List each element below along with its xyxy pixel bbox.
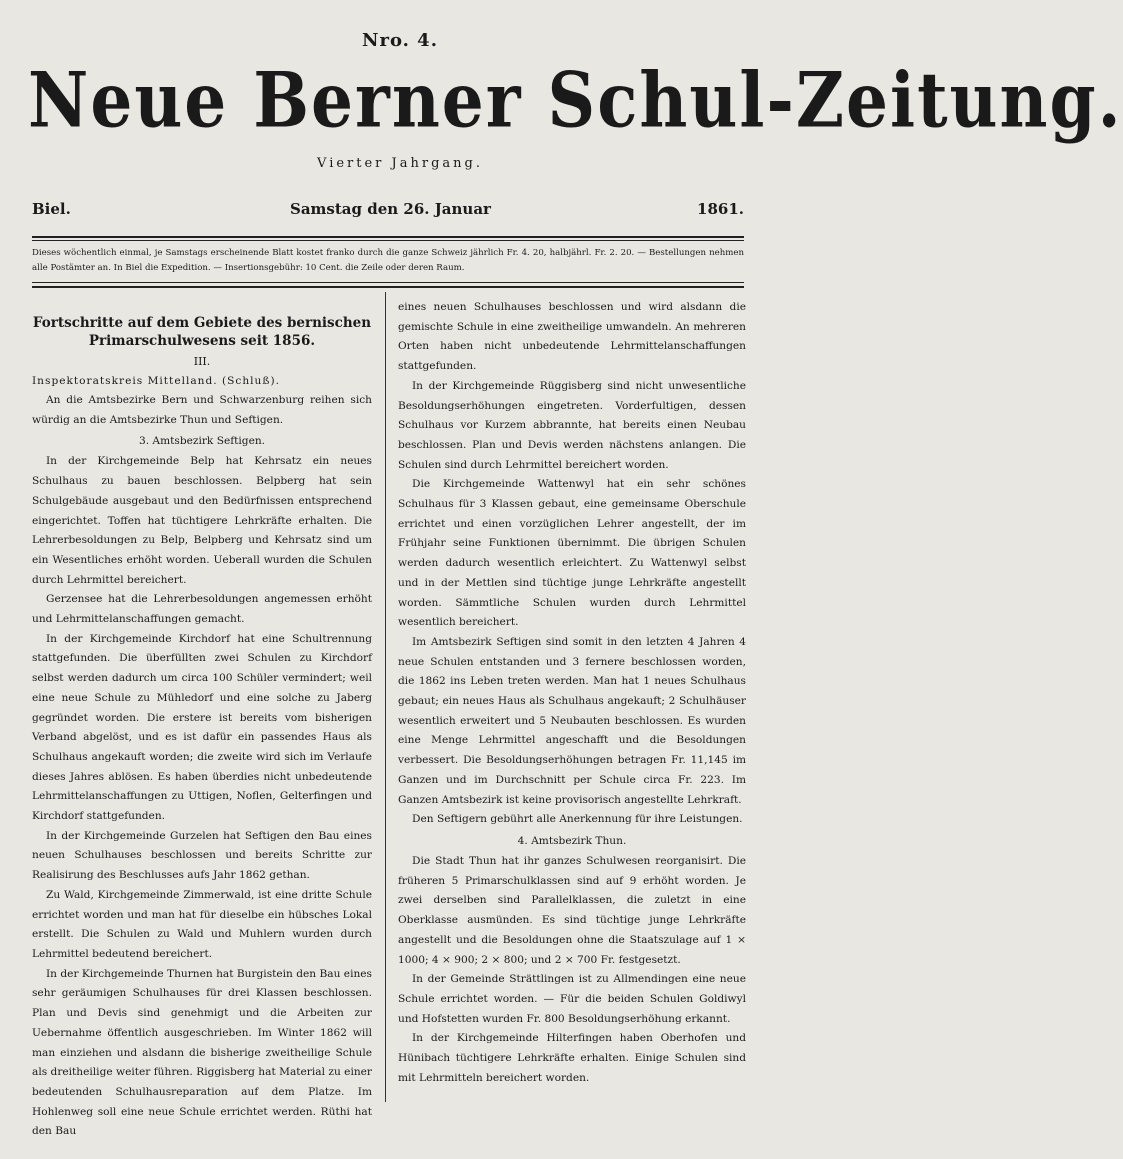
section-heading: 4. Amtsbezirk Thun. (517, 834, 627, 847)
issue-number: Nro. 4. (362, 30, 438, 51)
divider (32, 282, 744, 283)
section-heading: 3. Amtsbezirk Seftigen. (138, 435, 266, 448)
paragraph: Die Stadt Thun hat ihr ganzes Schulwesen reorganisirt. Die früheren 5 Primarschulklassen sind auf 9 erhöht worden. Je zwei derselben sind Parallelklassen, die zuletzt in eine Oberklasse ausmünden. Es sind tüchtige junge Lehrkräfte angestellt und die Besoldungen ohne die Staatszulage auf 1 × 1000; 4 × 900; 2 × 800; und 2 × 700 Fr. festgesetzt. (398, 854, 746, 966)
subscription-notice: Dieses wöchentlich einmal, je Samstags erscheinende Blatt kostet franko durch die ganze Schweiz jährlich Fr. 4. 20, halbjährl. Fr. 2. 20. — Bestellungen nehmen alle Postämter an. In Biel die Expedition. — Insertionsgebühr: 10 Cent. die Zeile oder deren Raum. (32, 248, 744, 273)
column-divider (385, 292, 386, 1102)
paragraph: An die Amtsbezirke Bern und Schwarzenburg reihen sich würdig an die Amtsbezirke Thun und Seftigen. (32, 394, 372, 426)
paragraph: In der Kirchgemeinde Gurzelen hat Seftigen den Bau eines neuen Schulhauses beschlossen und bereits Schritte zur Realisirung des Beschlusses aufs Jahr 1862 gethan. (32, 829, 372, 882)
article-region: Inspektoratskreis Mittelland. (Schluß). (32, 375, 280, 387)
volume-label: Vierter Jahrgang. (317, 156, 483, 171)
paragraph: eines neuen Schulhauses beschlossen und wird alsdann die gemischte Schule in eine zweitheilige umwandeln. An mehreren Orten haben nicht unbedeutende Lehrmittelanschaffungen stattgefunden. (398, 301, 746, 373)
paragraph: Gerzensee hat die Lehrerbesoldungen angemessen erhöht und Lehrmittelanschaffungen gemacht. (32, 593, 372, 626)
right-column (398, 298, 746, 1088)
divider (32, 286, 744, 288)
place: Biel. (32, 200, 71, 218)
paragraph: In der Kirchgemeinde Thurnen hat Burgistein den Bau eines sehr geräumigen Schulhauses für drei Klassen beschlossen. Plan und Devis sind genehmigt und die Arbeiten zur Uebernahme öffentlich ausgeschrieben. Im Winter 1862 will man einziehen und alsdann die bisherige zweitheilige Schule als dreitheilige weiter führen. Riggisberg hat Material zu einer bedeutenden Schulhausreparation auf dem Platze. Im Hohlenweg soll eine neue Schule errichtet werden. Rüthi hat den Bau (32, 967, 372, 1138)
issue-date: Samstag den 26. Januar (290, 200, 491, 218)
paragraph: Im Amtsbezirk Seftigen sind somit in den letzten 4 Jahren 4 neue Schulen entstanden und 3 fernere beschlossen worden, die 1862 ins Leben treten werden. Man hat 1 neues Schulhaus gebaut; ein neues Haus als Schulhaus angekauft; 2 Schulhäuser wesentlich erweitert und 5 Neubauten beschlossen. Es wurden eine Menge Lehrmittel angeschafft und die Besoldungen verbessert. Die Besoldungserhöhungen betragen Fr. 11,145 im Ganzen und im Durchschnitt per Schule circa Fr. 223. Im Ganzen Amtsbezirk ist keine provisorisch angestellte Lehrkraft. (398, 635, 746, 806)
article-part: III. (193, 355, 211, 368)
paragraph: In der Kirchgemeinde Belp hat Kehrsatz ein neues Schulhaus zu bauen beschlossen. Belpberg hat sein Schulgebäude ausgebaut und den Bedürfnissen entsprechend eingerichtet. Toffen hat tüchtigere Lehrkräfte erhalten. Die Lehrerbesoldungen zu Belp, Belpberg und Kehrsatz sind um ein Wesentliches erhöht worden. Ueberall wurden die Schulen durch Lehrmittel bereichert. (32, 455, 372, 586)
paragraph: Zu Wald, Kirchgemeinde Zimmerwald, ist eine dritte Schule errichtet worden und man hat für dieselbe ein hübsches Lokal erstellt. Die Schulen zu Wald und Muhlern wurden durch Lehrmittel bedeutend bereichert. (32, 888, 372, 960)
left-column (32, 298, 372, 1142)
issue-year: 1861. (697, 200, 744, 218)
masthead-title: Neue Berner Schul-Zeitung. (28, 55, 1123, 145)
dateline (32, 200, 744, 220)
paragraph: Den Seftigern gebührt alle Anerkennung für ihre Leistungen. (412, 813, 743, 826)
paragraph: In der Gemeinde Strättlingen ist zu Allmendingen eine neue Schule errichtet worden. — Für die beiden Schulen Goldiwyl und Hofstetten wurden Fr. 800 Besoldungserhöhung erkannt. (398, 973, 746, 1025)
paragraph: In der Kirchgemeinde Hilterfingen haben Oberhofen und Hünibach tüchtigere Lehrkräfte erhalten. Einige Schulen sind mit Lehrmitteln bereichert worden. (398, 1032, 746, 1084)
paragraph: Die Kirchgemeinde Wattenwyl hat ein sehr schönes Schulhaus für 3 Klassen gebaut, eine gemeinsame Oberschule errichtet und einen vorzüglichen Lehrer angestellt, der im Frühjahr seine Funktionen übernimmt. Die übrigen Schulen werden dadurch wesentlich erleichtert. Zu Wattenwyl selbst und in der Mettlen sind tüchtige junge Lehrkräfte angestellt worden. Sämmtliche Schulen wurden durch Lehrmittel wesentlich bereichert. (398, 478, 746, 629)
divider (32, 240, 744, 241)
paragraph: In der Kirchgemeinde Kirchdorf hat eine Schultrennung stattgefunden. Die überfüllten zwei Schulen zu Kirchdorf selbst werden dadurch um circa 100 Schüler vermindert; weil eine neue Schule zu Mühledorf und eine solche zu Jaberg gegründet worden. Die erstere ist bereits vom bisherigen Verband abgelöst, und es ist dafür ein passendes Haus als Schulhaus angekauft worden; die zweite wird sich im Verlaufe dieses Jahres ablösen. Es haben überdies nicht unbedeutende Lehrmittelanschaffungen zu Uttigen, Noflen, Gelterfingen und Kirchdorf stattgefunden. (32, 632, 372, 823)
paragraph: In der Kirchgemeinde Rüggisberg sind nicht unwesentliche Besoldungserhöhungen eingetreten. Vorderfultigen, dessen Schulhaus vor Kurzem abbrannte, hat bereits einen Neubau beschlossen. Plan und Devis werden nächstens anlangen. Die Schulen sind durch Lehrmittel bereichert worden. (398, 379, 746, 471)
article-title: Fortschritte auf dem Gebiete des bernischen Primarschulwesens seit 1856. (32, 315, 372, 349)
divider (32, 236, 744, 238)
